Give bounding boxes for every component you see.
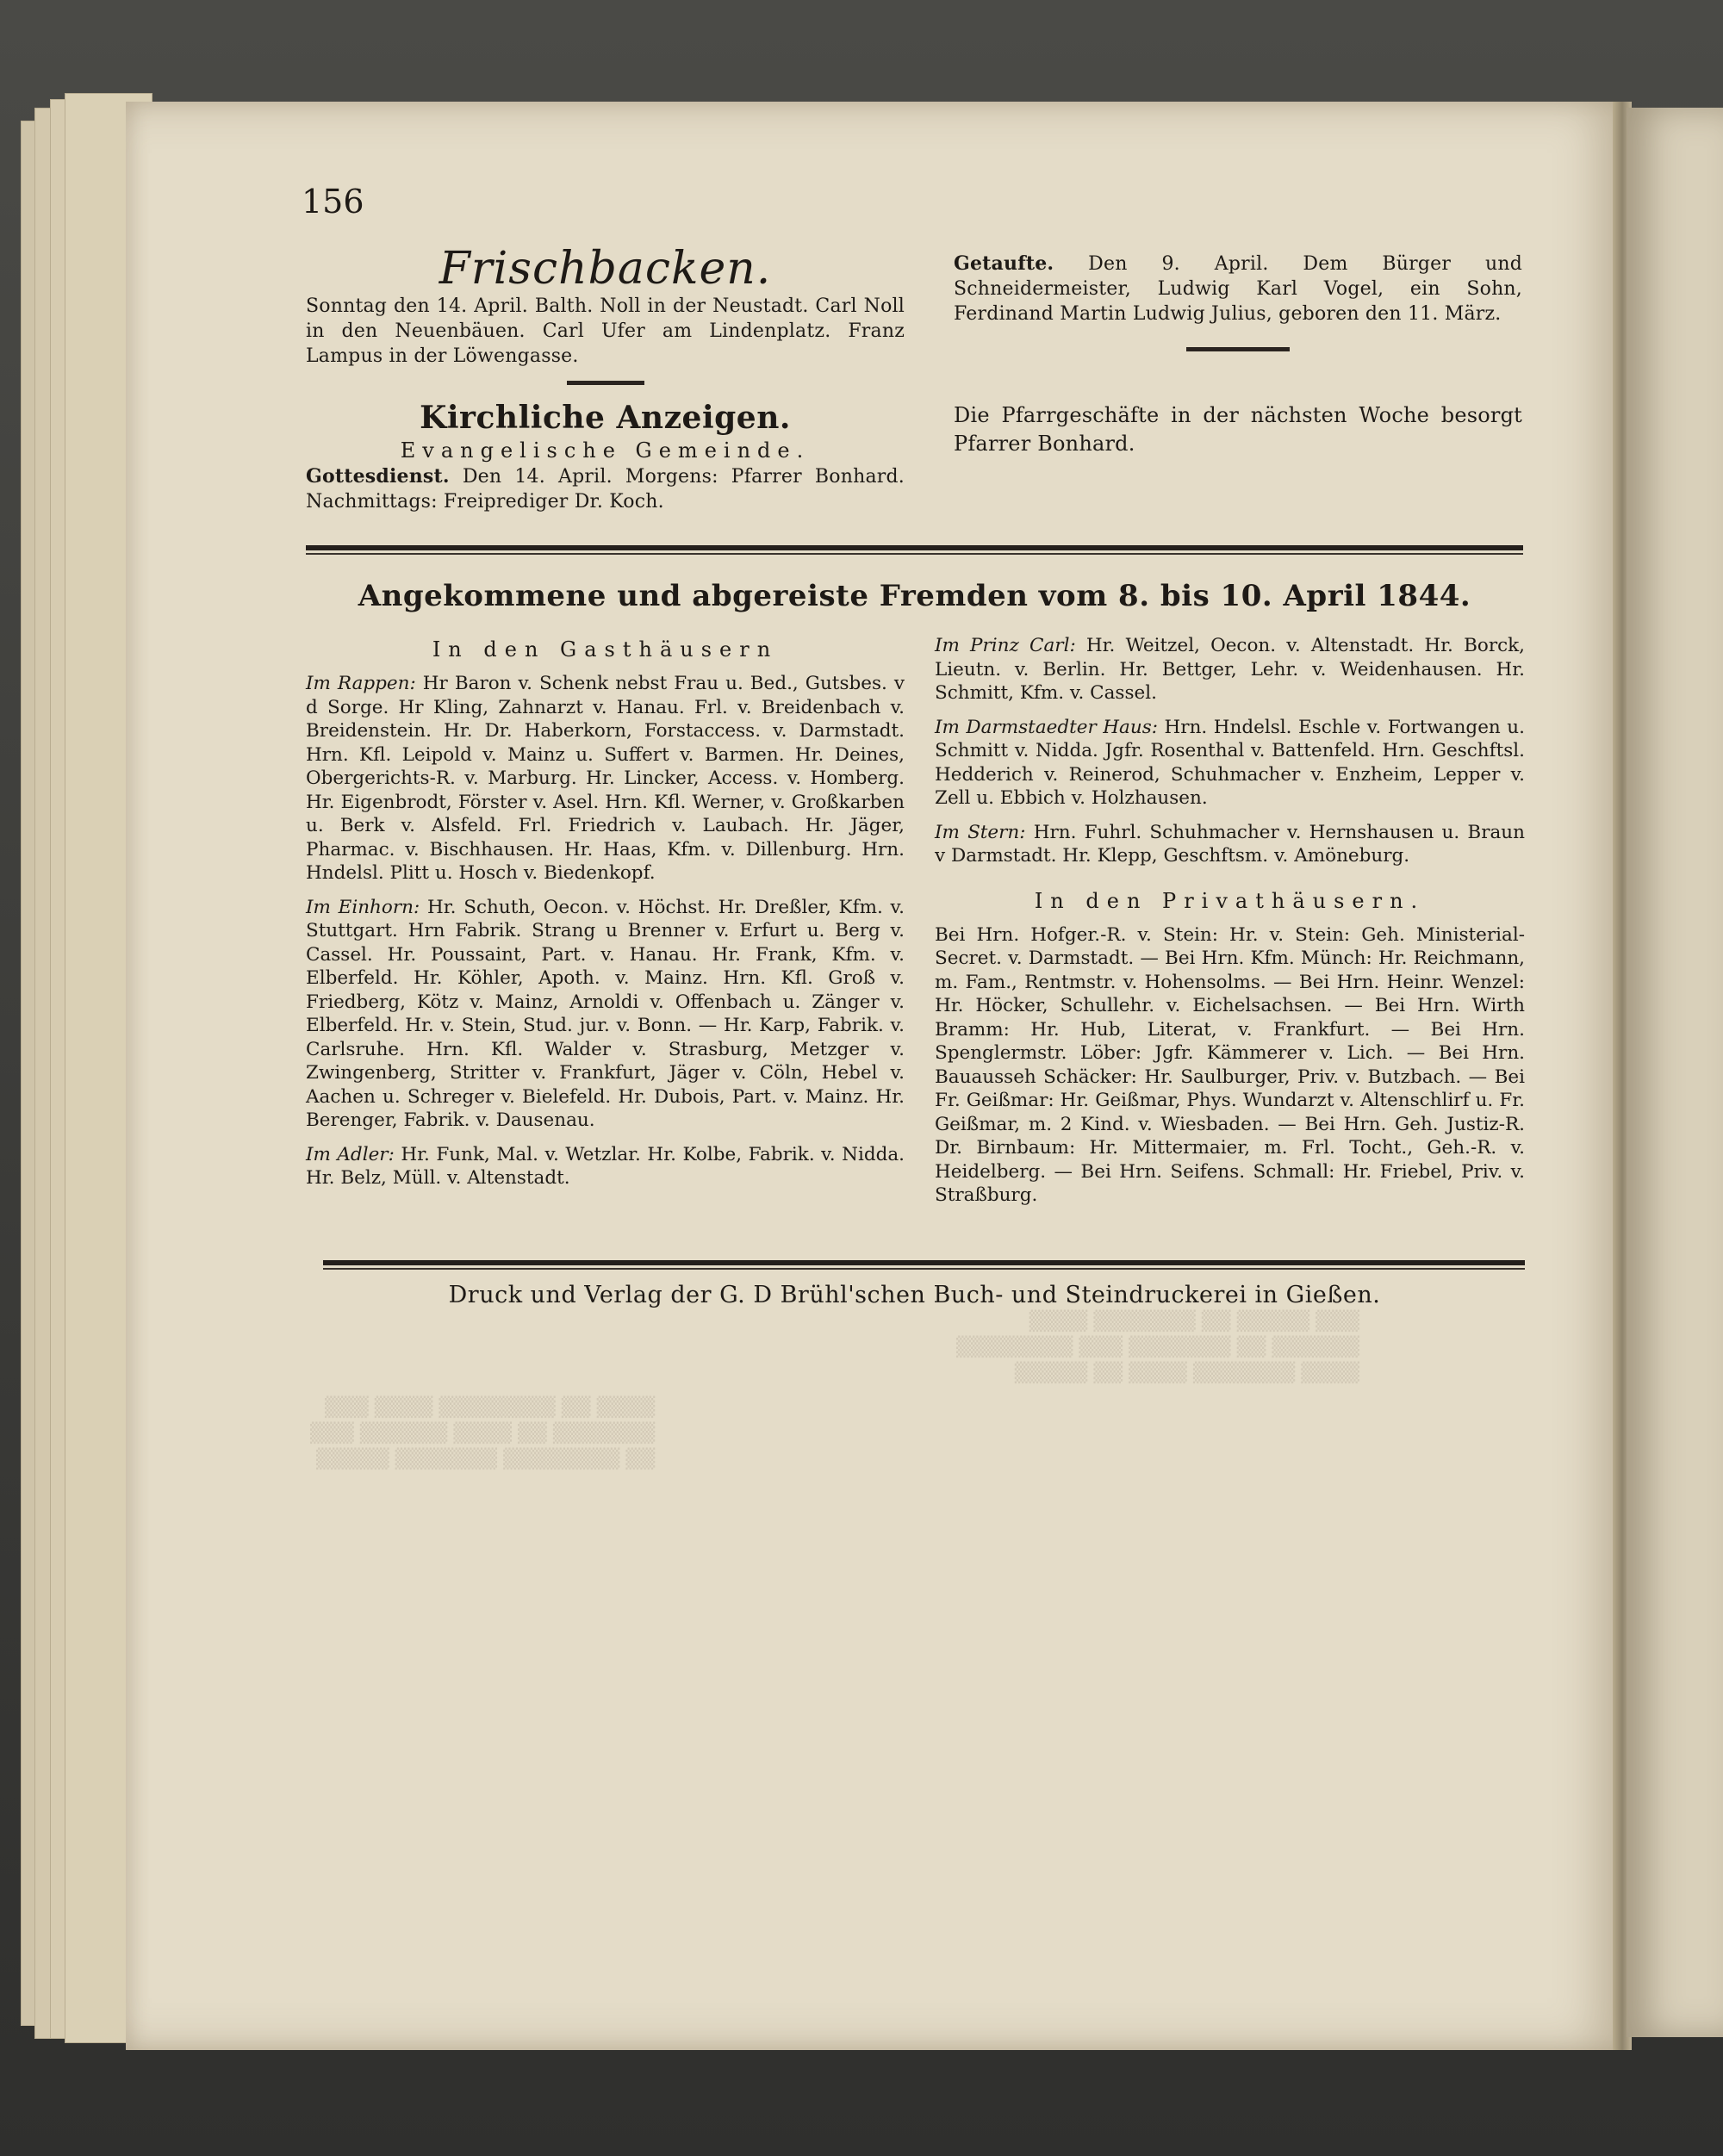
- left-column-top: [306, 244, 905, 514]
- guest-entry: [306, 672, 905, 885]
- imprint-line: Druck und Verlag der G. D Brühl'schen Buch- und Steindruckerei in Gießen.: [448, 1282, 1381, 1308]
- gasthaeuser-column: [306, 636, 905, 1201]
- gottesdienst-text: Den 14. April. Morgens: Pfarrer Bonhard. Nachmittags: Freiprediger Dr. Koch.: [306, 466, 905, 513]
- guest-list: Hr Baron v. Schenk nebst Frau u. Bed., Gutsbes. v d Sorge. Hr Kling, Zahnarzt v. Hanau. Frl. v. Breidenbach v. Breidenstein. Hr. Dr. Haberkorn, Forstaccess. v. Darmstadt. Hrn. Kfl. Leipold v. Mainz u. Suffert v. Barmen. Hr. Deines, Obergerichts-R. v. Marburg. Hr. Lincker, Access. v. Homberg. Hr. Eigenbrodt, Förster v. Asel. Hrn. Kfl. Werner, v. Großkarben u. Berk v. Alsfeld. Frl. Friedrich v. Laubach. Hr. Jäger, Pharmac. v. Bischhausen. Hr. Haas, Kfm. v. Dillenburg. Hrn. Hndelsl. Plitt u. Hosch v. Biedenkopf.: [306, 673, 905, 884]
- inn-name: Im Prinz Carl:: [935, 635, 1076, 656]
- horizontal-rule: [306, 553, 1523, 555]
- horizontal-rule: [323, 1268, 1525, 1270]
- guest-entry: [306, 1143, 905, 1190]
- guest-entry: [935, 821, 1525, 868]
- guest-list: Hr. Schuth, Oecon. v. Höchst. Hr. Dreßler, Kfm. v. Stuttgart. Hrn Fabrik. Strang u Brenner v. Erfurt u. Berg v. Cassel. Hr. Poussaint, Part. v. Hanau. Hr. Frank, Kfm. v. Elberfeld. Hr. Köhler, Apoth. v. Mainz. Hrn. Kfl. Groß v. Friedberg, Kötz v. Mainz, Arnoldi v. Offenbach u. Zänger v. Elberfeld. Hr. v. Stein, Stud. jur. v. Bonn. — Hr. Karp, Fabrik. v. Carlsruhe. Hrn. Kfl. Walder v. Strasburg, Metzger v. Zwingenberg, Stritter v. Frankfurt, Jäger v. Cöln, Hebel v. Aachen u. Schreger v. Bielefeld. Hr. Dubois, Part. v. Mainz. Hr. Berenger, Fabrik. v. Dausenau.: [306, 896, 905, 1131]
- privathaeuser-text: Bei Hrn. Hofger.-R. v. Stein: Hr. v. Stein: Geh. Ministerial-Secret. v. Darmstadt. — Bei Hrn. Kfm. Münch: Hr. Reichmann, m. Fam., Rentmstr. v. Hohensolms. — Bei Hrn. Heinr. Wenzel: Hr. Höcker, Schullehr. v. Eichelsachsen. — Bei Hrn. Wirth Bramm: Hr. Hub, Literat, v. Frankfurt. — Bei Hrn. Spenglermstr. Löber: Jgfr. Kämmerer v. Lich. — Bei Hrn. Bauausseh Schäcker: Hr. Saulburger, Priv. v. Butzbach. — Bei Fr. Geißmar: Hr. Geißmar, Phys. Wundarzt v. Altenschlirf u. Fr. Geißmar, m. 2 Kind. v. Wiesbaden. — Bei Hrn. Geh. Justiz-R. Dr. Birnbaum: Hr. Mittermaier, m. Frl. Tocht., Geh.-R. v. Heidelberg. — Bei Hrn. Seifens. Schmall: Hr. Friebel, Priv. v. Straßburg.: [935, 923, 1525, 1206]
- inn-name: Im Stern:: [935, 821, 1026, 843]
- guest-list: Hrn. Fuhrl. Schuhmacher v. Hernshausen u. Braun v Darmstadt. Hr. Klepp, Geschftsm. v. Amöneburg.: [935, 821, 1525, 867]
- section-divider: [567, 381, 644, 385]
- guest-list: Hr. Weitzel, Oecon. v. Altenstadt. Hr. Borck, Lieutn. v. Berlin. Hr. Bettger, Lehr. v. Weidenhausen. Hr. Schmitt, Kfm. v. Cassel.: [935, 635, 1525, 704]
- pfarrgeschaefte-text: Die Pfarrgeschäfte in der nächsten Woche besorgt Pfarrer Bonhard.: [954, 403, 1522, 456]
- show-through-text: ▒▒▒ ▒▒▒▒▒ ▒▒ ▒▒▒▒▒▒▒ ▒▒▒▒ ▒▒▒▒▒▒ ▒▒ ▒▒▒▒▒▒▒ ▒▒▒ ▒▒▒▒▒▒▒▒ ▒▒▒▒ ▒▒▒▒▒▒▒ ▒▒▒▒ ▒▒ ▒▒▒▒▒: [956, 1311, 1359, 1384]
- gottesdienst-label: Gottesdienst.: [306, 465, 450, 488]
- inn-name: Im Einhorn:: [306, 896, 420, 918]
- right-guest-column: [935, 634, 1525, 1218]
- getaufte-label: Getaufte.: [954, 252, 1054, 275]
- guest-list: Hrn. Hndelsl. Eschle v. Fortwangen u. Schmitt v. Nidda. Jgfr. Rosenthal v. Battenfeld. Hrn. Geschftsl. Hedderich v. Reinerod, Schuhmacher v. Enzheim, Lepper v. Zell u. Ebbich v. Holzhausen.: [935, 716, 1525, 809]
- page-number: 156: [302, 183, 364, 221]
- right-column-top: [954, 252, 1522, 458]
- guest-entry: [306, 896, 905, 1133]
- guest-entry: [935, 716, 1525, 811]
- gasthaeuser-heading: In den Gasthäusern: [432, 637, 779, 662]
- facing-page-edge: [1627, 108, 1723, 2037]
- frischbacken-title: Frischbacken.: [439, 243, 772, 295]
- section-divider: [1186, 347, 1290, 351]
- gottesdienst-paragraph: [306, 464, 905, 514]
- inn-name: Im Rappen:: [306, 673, 416, 694]
- guest-entry: [935, 634, 1525, 705]
- show-through-text: ▒▒▒▒ ▒▒ ▒▒▒▒▒▒▒▒ ▒▒▒▒ ▒▒▒ ▒▒▒▒▒▒▒ ▒▒ ▒▒▒▒ ▒▒▒▒▒▒ ▒▒▒ ▒▒ ▒▒▒▒▒▒▒▒ ▒▒▒▒▒▒▒ ▒▒▒▒▒: [310, 1397, 656, 1470]
- horizontal-rule: [323, 1260, 1525, 1265]
- fremden-title: Angekommene und abgereiste Fremden vom 8. bis 10. April 1844.: [358, 579, 1471, 613]
- getaufte-text: Den 9. April. Dem Bürger und Schneidermeister, Ludwig Karl Vogel, ein Sohn, Ferdinand Martin Ludwig Julius, geboren den 11. März.: [954, 253, 1522, 325]
- kirchliche-anzeigen-title: Kirchliche Anzeigen.: [420, 400, 791, 436]
- guest-list: Hr. Funk, Mal. v. Wetzlar. Hr. Kolbe, Fabrik. v. Nidda. Hr. Belz, Müll. v. Altenstadt.: [306, 1143, 905, 1189]
- inn-name: Im Darmstaedter Haus:: [935, 716, 1158, 738]
- getaufte-paragraph: [954, 252, 1522, 326]
- inn-name: Im Adler:: [306, 1143, 395, 1165]
- privathaeuser-heading: In den Privathäusern.: [1034, 888, 1426, 913]
- gemeinde-subtitle: Evangelische Gemeinde.: [400, 438, 811, 463]
- frischbacken-text: Sonntag den 14. April. Balth. Noll in der Neustadt. Carl Noll in den Neuenbäuen. Carl Ufer am Lindenplatz. Franz Lampus in der Löwengasse.: [306, 295, 905, 367]
- horizontal-rule: [306, 545, 1523, 550]
